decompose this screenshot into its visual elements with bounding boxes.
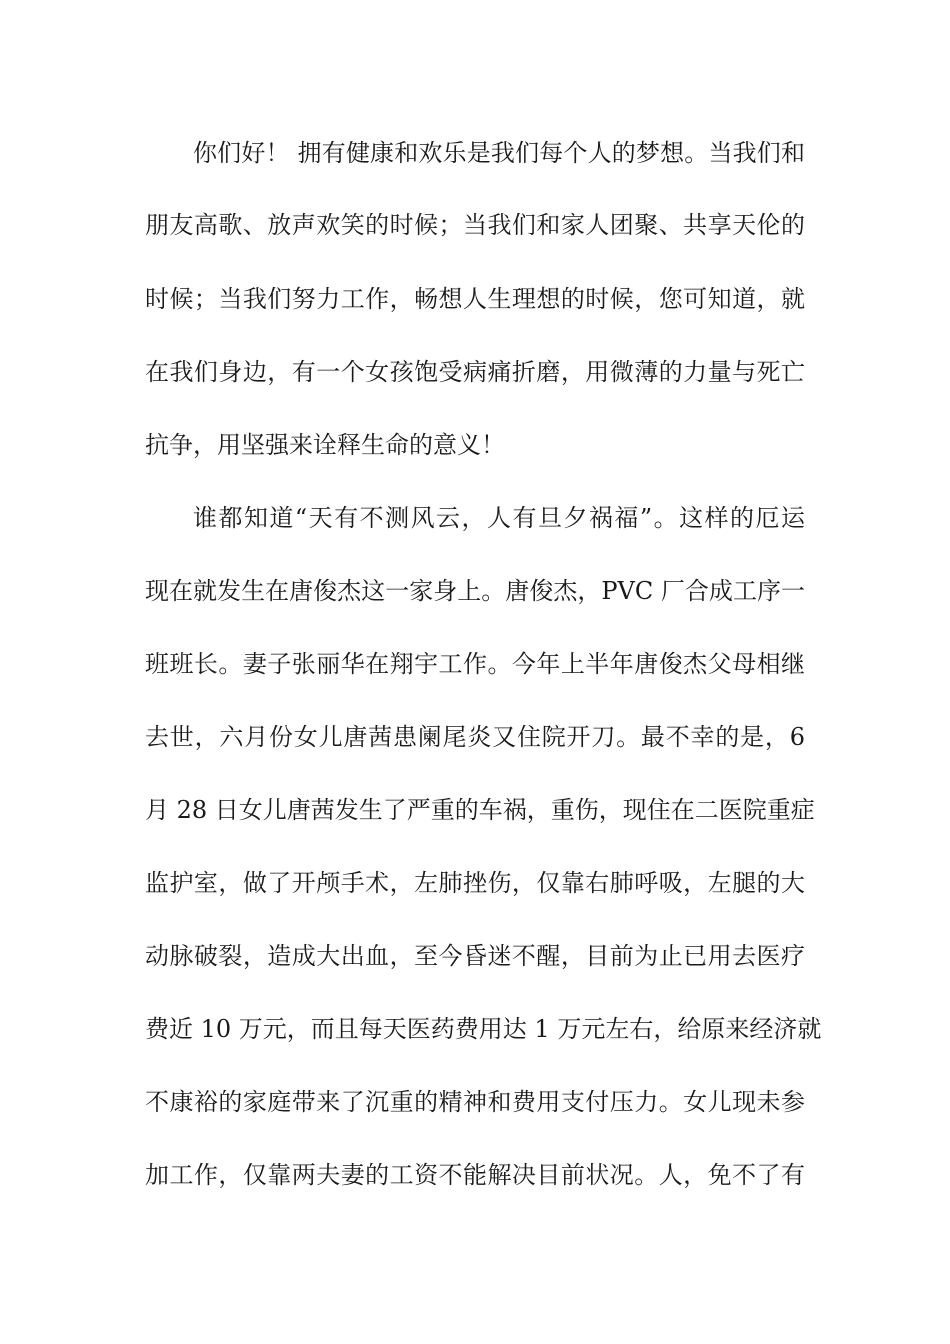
paragraph-2-line-6: 监护室，做了开颅手术，左肺挫伤，仅靠右肺呼吸，左腿的大 [145, 869, 805, 897]
paragraph-2-line-4: 去世，六月份女儿唐茜患阑尾炎又住院开刀。最不幸的是，6 [145, 723, 805, 751]
paragraph-2-line-10: 加工作，仅靠两夫妻的工资不能解决目前状况。人，免不了有 [145, 1161, 805, 1189]
paragraph-2-line-2: 现在就发生在唐俊杰这一家身上。唐俊杰，PVC 厂合成工序一 [145, 577, 805, 605]
paragraph-1-line-2: 朋友高歌、放声欢笑的时候；当我们和家人团聚、共享天伦的 [145, 211, 805, 239]
paragraph-2-line-7: 动脉破裂，造成大出血，至今昏迷不醒，目前为止已用去医疗 [145, 942, 805, 970]
paragraph-2-line-9: 不康裕的家庭带来了沉重的精神和费用支付压力。女儿现未参 [145, 1088, 805, 1116]
paragraph-1-line-5: 抗争，用坚强来诠释生命的意义！ [145, 431, 505, 459]
paragraph-2-line-3: 班班长。妻子张丽华在翔宇工作。今年上半年唐俊杰父母相继 [145, 650, 805, 678]
paragraph-1-line-4: 在我们身边，有一个女孩饱受病痛折磨，用微薄的力量与死亡 [145, 358, 805, 386]
paragraph-2-line-8: 费近 10 万元，而且每天医药费用达 1 万元左右，给原来经济就 [145, 1015, 822, 1043]
paragraph-2-line-5: 月 28 日女儿唐茜发生了严重的车祸，重伤，现住在二医院重症 [145, 796, 815, 824]
paragraph-1-line-3: 时候；当我们努力工作，畅想人生理想的时候，您可知道，就 [145, 285, 805, 313]
paragraph-1-line-1: 你们好！ 拥有健康和欢乐是我们每个人的梦想。当我们和 [193, 139, 805, 167]
paragraph-2-line-1: 谁都知道“天有不测风云，人有旦夕祸福”。这样的厄运 [193, 504, 805, 532]
